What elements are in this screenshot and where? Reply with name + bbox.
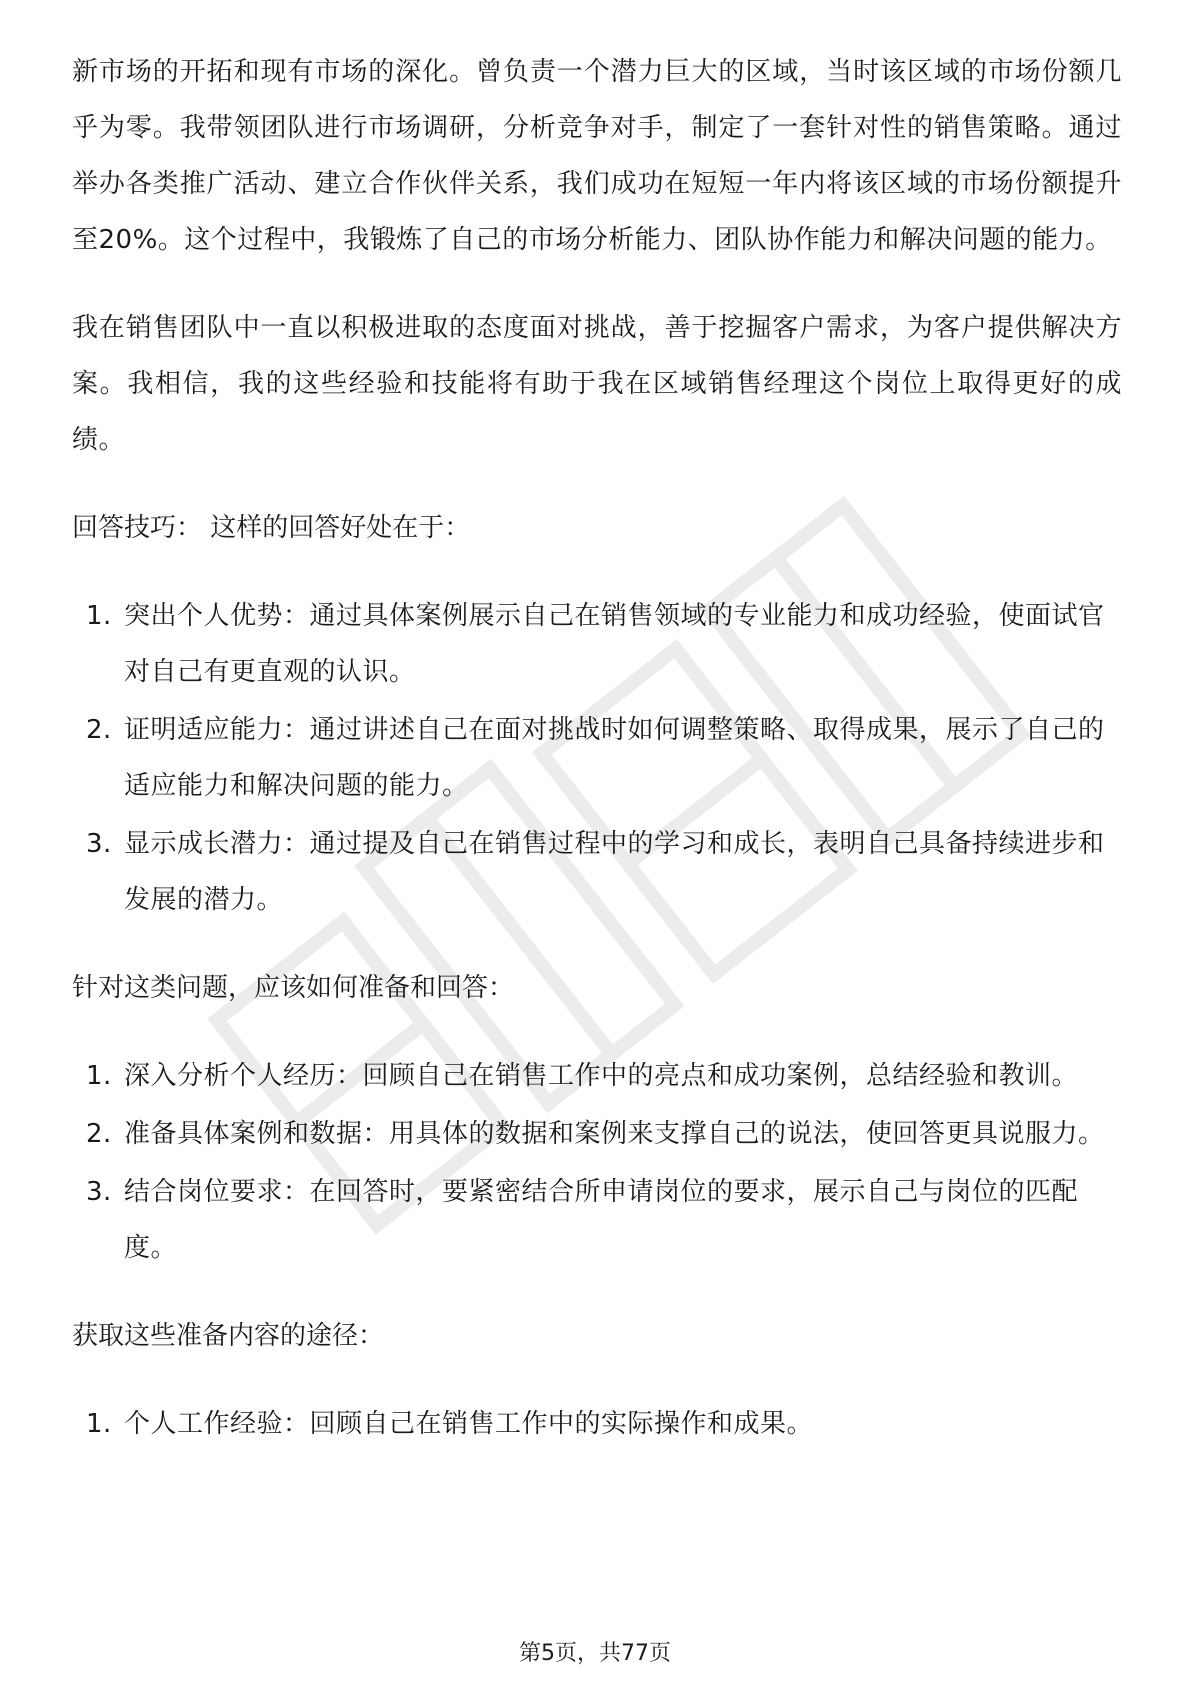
list-item <box>72 816 1122 928</box>
list-item-text: 显示成长潜力：通过提及自己在销售过程中的学习和成长，表明自己具备持续进步和发展的潜力。 <box>124 829 1105 915</box>
list-item-text: 个人工作经验：回顾自己在销售工作中的实际操作和成果。 <box>124 1409 814 1439</box>
list-item <box>72 1106 1122 1162</box>
list-item-text: 突出个人优势：通过具体案例展示自己在销售领域的专业能力和成功经验，使面试官对自己有更直观的认识。 <box>124 601 1105 687</box>
tips-heading: 回答技巧： 这样的回答好处在于： <box>72 513 471 543</box>
list-number: 1. <box>86 601 112 631</box>
list-number: 1. <box>86 1061 112 1091</box>
sources-heading: 获取这些准备内容的途径： <box>72 1321 385 1351</box>
list-number: 2. <box>86 1119 112 1149</box>
list-number: 3. <box>86 1177 112 1207</box>
list-item <box>72 1048 1122 1104</box>
list-item <box>72 1396 1122 1452</box>
tips-list <box>72 588 1122 928</box>
list-item <box>72 702 1122 814</box>
list-item <box>72 588 1122 700</box>
sources-list <box>72 1396 1122 1452</box>
list-number: 1. <box>86 1409 112 1439</box>
page-footer: 第5页，共77页 <box>519 1641 671 1666</box>
list-number: 2. <box>86 715 112 745</box>
list-item-text: 准备具体案例和数据：用具体的数据和案例来支撑自己的说法，使回答更具说服力。 <box>124 1119 1105 1149</box>
list-item <box>72 1164 1122 1276</box>
list-item-text: 结合岗位要求：在回答时，要紧密结合所申请岗位的要求，展示自己与岗位的匹配度。 <box>124 1177 1079 1263</box>
second-paragraph: 我在销售团队中一直以积极进取的态度面对挑战，善于挖掘客户需求，为客户提供解决方案。我相信，我的这些经验和技能将有助于我在区域销售经理这个岗位上取得更好的成绩。 <box>72 313 1122 455</box>
list-item-text: 证明适应能力：通过讲述自己在面对挑战时如何调整策略、取得成果，展示了自己的适应能力和解决问题的能力。 <box>124 715 1105 801</box>
prepare-heading: 针对这类问题，应该如何准备和回答： <box>72 973 515 1003</box>
list-item-text: 深入分析个人经历：回顾自己在销售工作中的亮点和成功案例，总结经验和教训。 <box>124 1061 1079 1091</box>
prepare-list <box>72 1048 1122 1276</box>
intro-paragraph: 新市场的开拓和现有市场的深化。曾负责一个潜力巨大的区域，当时该区域的市场份额几乎为零。我带领团队进行市场调研，分析竞争对手，制定了一套针对性的销售策略。通过举办各类推广活动、建立合作伙伴关系，我们成功在短短一年内将该区域的市场份额提升至20%。这个过程中，我锻炼了自己的市场分析能力、团队协作能力和解决问题的能力。 <box>72 57 1122 255</box>
list-number: 3. <box>86 829 112 859</box>
document-page <box>72 44 1122 1484</box>
